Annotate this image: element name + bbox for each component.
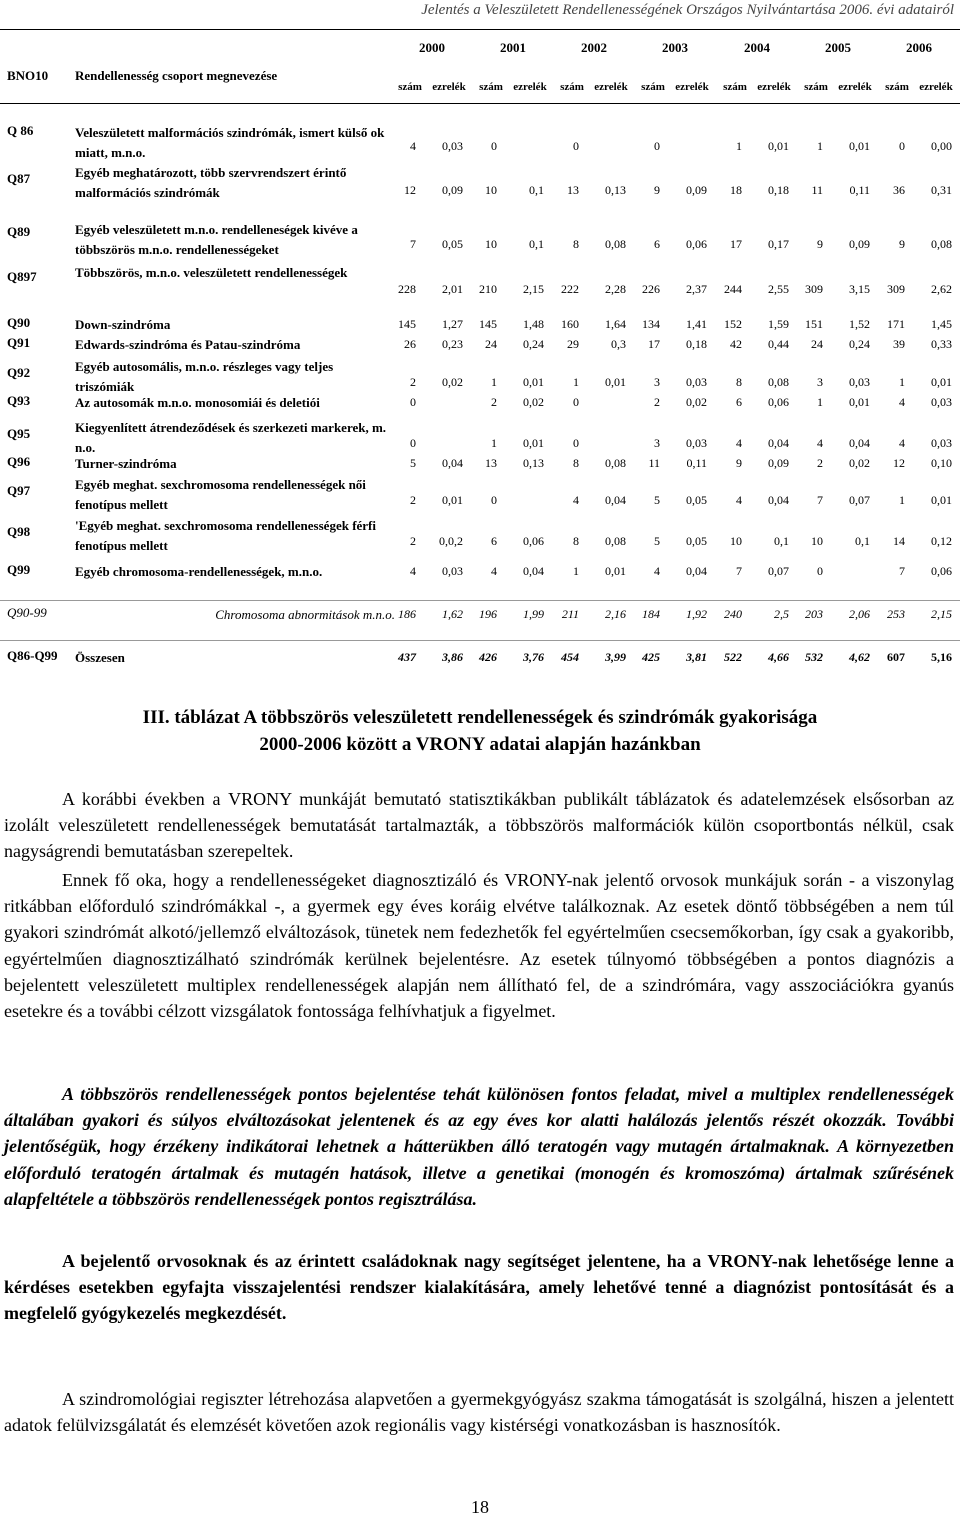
cell-count: 13 bbox=[485, 456, 497, 470]
cell-permille: 0,1 bbox=[774, 534, 789, 548]
cell-count: 2 bbox=[817, 456, 823, 470]
cell-permille: 0,03 bbox=[931, 395, 952, 409]
cell-count: 10 bbox=[811, 534, 823, 548]
cell-permille: 0,08 bbox=[605, 237, 626, 251]
row-name: Kiegyenlített átrendeződések és szerkezeti markerek, m. n.o. bbox=[75, 420, 387, 455]
cell-count: 42 bbox=[730, 337, 742, 351]
cell-count: 4 bbox=[410, 564, 416, 578]
cell-count: 4 bbox=[410, 139, 416, 153]
cell-permille: 0,07 bbox=[849, 493, 870, 507]
sub-header-ezrelek: ezrelék bbox=[838, 81, 872, 93]
row-code: Q89 bbox=[7, 224, 31, 239]
cell-permille: 3,15 bbox=[849, 282, 870, 296]
cell-permille: 3,99 bbox=[605, 650, 626, 664]
cell-count: 0 bbox=[654, 139, 660, 153]
sub-header-ezrelek: ezrelék bbox=[594, 81, 628, 93]
cell-count: 0 bbox=[899, 139, 905, 153]
cell-permille: 0,03 bbox=[686, 375, 707, 389]
cell-permille: 3,76 bbox=[523, 650, 544, 664]
row-name: Chromosoma abnormitások m.n.o. bbox=[215, 607, 395, 622]
cell-count: 17 bbox=[648, 337, 660, 351]
cell-permille: 2,06 bbox=[849, 607, 870, 621]
cell-permille: 1,59 bbox=[768, 317, 789, 331]
header-rule bbox=[0, 29, 960, 30]
sub-header-szam: szám bbox=[723, 81, 747, 93]
cell-permille: 0,11 bbox=[849, 183, 870, 197]
cell-permille: 0,18 bbox=[686, 337, 707, 351]
cell-count: 9 bbox=[899, 237, 905, 251]
cell-count: 0 bbox=[410, 436, 416, 450]
cell-count: 3 bbox=[654, 436, 660, 450]
row-code: Q96 bbox=[7, 454, 31, 469]
cell-permille: 1,52 bbox=[849, 317, 870, 331]
col-code-header: BNO10 bbox=[7, 68, 49, 83]
cell-count: 3 bbox=[654, 375, 660, 389]
sub-header-ezrelek: ezrelék bbox=[757, 81, 791, 93]
cell-permille: 2,37 bbox=[686, 282, 707, 296]
row-code: Q95 bbox=[7, 426, 31, 441]
row-name: Összesen bbox=[75, 650, 125, 665]
cell-permille: 0,01 bbox=[442, 493, 463, 507]
cell-count: 1 bbox=[573, 375, 579, 389]
cell-permille: 0,1 bbox=[529, 237, 544, 251]
row-name: Egyéb veleszületett m.n.o. rendelleneségek kivéve a többszörös m.n.o. rendellenességeket bbox=[75, 222, 358, 257]
cell-count: 9 bbox=[736, 456, 742, 470]
cell-permille: 0,02 bbox=[523, 395, 544, 409]
cell-count: 5 bbox=[410, 456, 416, 470]
cell-permille: 0,1 bbox=[529, 183, 544, 197]
cell-count: 145 bbox=[479, 317, 497, 331]
cell-permille: 0,06 bbox=[523, 534, 544, 548]
row-name: Egyéb autosomális, m.n.o. részleges vagy teljes triszómiák bbox=[75, 359, 334, 394]
cell-count: 454 bbox=[561, 650, 579, 664]
cell-count: 12 bbox=[404, 183, 416, 197]
cell-permille: 0,03 bbox=[931, 436, 952, 450]
cell-count: 0 bbox=[573, 395, 579, 409]
cell-count: 2 bbox=[410, 375, 416, 389]
year-header-2004: 2004 bbox=[744, 40, 770, 55]
cell-count: 17 bbox=[730, 237, 742, 251]
cell-count: 0 bbox=[817, 564, 823, 578]
sub-header-ezrelek: ezrelék bbox=[675, 81, 709, 93]
cell-count: 8 bbox=[573, 534, 579, 548]
sub-header-szam: szám bbox=[641, 81, 665, 93]
cell-count: 0 bbox=[573, 139, 579, 153]
cell-count: 10 bbox=[730, 534, 742, 548]
cell-count: 0 bbox=[491, 493, 497, 507]
cell-count: 2 bbox=[410, 534, 416, 548]
cell-count: 4 bbox=[491, 564, 497, 578]
cell-permille: 2,15 bbox=[523, 282, 544, 296]
row-code: Q99 bbox=[7, 562, 31, 577]
cell-permille: 0,01 bbox=[523, 436, 544, 450]
cell-permille: 0,31 bbox=[931, 183, 952, 197]
cell-count: 11 bbox=[811, 183, 823, 197]
cell-permille: 1,27 bbox=[442, 317, 463, 331]
cell-count: 5 bbox=[654, 534, 660, 548]
cell-permille: 0,00 bbox=[931, 139, 952, 153]
col-group-header: Rendellenesség csoport megnevezése bbox=[75, 68, 278, 83]
cell-permille: 0,03 bbox=[442, 564, 463, 578]
cell-count: 4 bbox=[817, 436, 823, 450]
cell-count: 425 bbox=[642, 650, 660, 664]
cell-count: 9 bbox=[654, 183, 660, 197]
cell-count: 1 bbox=[573, 564, 579, 578]
cell-count: 210 bbox=[479, 282, 497, 296]
cell-permille: 2,62 bbox=[931, 282, 952, 296]
row-code: Q92 bbox=[7, 365, 31, 380]
cell-count: 14 bbox=[893, 534, 905, 548]
sub-header-szam: szám bbox=[804, 81, 828, 93]
cell-count: 7 bbox=[410, 237, 416, 251]
cell-permille: 1,41 bbox=[686, 317, 707, 331]
cell-count: 244 bbox=[724, 282, 742, 296]
cell-count: 2 bbox=[410, 493, 416, 507]
row-name: Egyéb meghatározott, több szervrendszert érintő malformációs szindrómák bbox=[75, 165, 347, 200]
cell-count: 8 bbox=[736, 375, 742, 389]
cell-count: 8 bbox=[573, 237, 579, 251]
cell-permille: 0,02 bbox=[442, 375, 463, 389]
cell-count: 3 bbox=[817, 375, 823, 389]
sub-header-szam: szám bbox=[885, 81, 909, 93]
cell-permille: 3,81 bbox=[686, 650, 707, 664]
cell-count: 222 bbox=[561, 282, 579, 296]
cell-permille: 0,01 bbox=[605, 375, 626, 389]
cell-permille: 0,04 bbox=[768, 436, 789, 450]
cell-count: 5 bbox=[654, 493, 660, 507]
cell-permille: 0,02 bbox=[686, 395, 707, 409]
row-code: Q897 bbox=[7, 269, 37, 284]
cell-count: 426 bbox=[479, 650, 497, 664]
cell-permille: 0,08 bbox=[931, 237, 952, 251]
cell-permille: 1,48 bbox=[523, 317, 544, 331]
row-code: Q98 bbox=[7, 524, 31, 539]
cell-count: 1 bbox=[736, 139, 742, 153]
cell-permille: 0,01 bbox=[849, 395, 870, 409]
cell-count: 1 bbox=[899, 493, 905, 507]
cell-permille: 0,07 bbox=[768, 564, 789, 578]
sub-header-ezrelek: ezrelék bbox=[513, 81, 547, 93]
cell-permille: 0,17 bbox=[768, 237, 789, 251]
cell-permille: 0,10 bbox=[931, 456, 952, 470]
cell-permille: 0,04 bbox=[686, 564, 707, 578]
row-code: Q90-99 bbox=[7, 605, 47, 620]
cell-count: 2 bbox=[491, 395, 497, 409]
cell-count: 13 bbox=[567, 183, 579, 197]
cell-count: 10 bbox=[485, 237, 497, 251]
cell-permille: 0,04 bbox=[523, 564, 544, 578]
cell-count: 437 bbox=[398, 650, 416, 664]
row-name: Edwards-szindróma és Patau-szindróma bbox=[75, 337, 301, 352]
paragraph-1: A korábbi években a VRONY munkáját bemutató statisztikákban publikált táblázatok és adatelemzések elsősorban az izolált veleszületett rendellenességek bemutatását tartalmazták, a többszörös malformációk külön csoportbontás nélkül, csak nagyságrendi bemutatásban szerepeltek. bbox=[4, 789, 954, 862]
cell-count: 134 bbox=[642, 317, 660, 331]
cell-permille: 2,16 bbox=[605, 607, 626, 621]
sub-header-szam: szám bbox=[479, 81, 503, 93]
cell-permille: 0,01 bbox=[931, 493, 952, 507]
cell-count: 7 bbox=[736, 564, 742, 578]
cell-permille: 0,06 bbox=[686, 237, 707, 251]
cell-count: 309 bbox=[887, 282, 905, 296]
cell-count: 4 bbox=[736, 493, 742, 507]
row-code: Q 86 bbox=[7, 123, 34, 138]
cell-permille: 0,03 bbox=[686, 436, 707, 450]
cell-permille: 0,08 bbox=[605, 456, 626, 470]
cell-count: 4 bbox=[573, 493, 579, 507]
row-name: 'Egyéb meghat. sexchromosoma rendellenességek férfi fenotípus mellett bbox=[75, 518, 376, 553]
cell-permille: 0,04 bbox=[605, 493, 626, 507]
paragraph-2: Ennek fő oka, hogy a rendellenességeket diagnosztizáló és VRONY-nak jelentő orvosok munkájuk során - a viszonylag ritkábban előforduló szindrómákkal -, a gyermek egy éves koráig elvétve találkoznak. Az esetek döntő többségében a nem túl gyakori szindrómát alkotó/jellemző elváltozások, tünetek nem fedezhetők fel egyértelműen csecsemőkorban, így csak a gyakoribb, egyértelműen diagnosztizálható szindrómák kerülnek bejelentésre. Az esetek túlnyomó többségében a pontos diagnózis a bejelentett veleszületett multiplex rendellenességek alapján nem állítható fel, de a szindrómára, vagy asszociációkra gyanús esetekre és a további célzott vizsgálatok fontossága felhívhatjuk a figyelmet. bbox=[4, 870, 954, 1022]
cell-count: 203 bbox=[805, 607, 823, 621]
cell-count: 253 bbox=[887, 607, 905, 621]
cell-count: 26 bbox=[404, 337, 416, 351]
cell-permille: 0,13 bbox=[523, 456, 544, 470]
cell-permille: 1,99 bbox=[523, 607, 544, 621]
cell-count: 6 bbox=[654, 237, 660, 251]
cell-permille: 0,01 bbox=[605, 564, 626, 578]
running-header: Jelentés a Veleszületett Rendellenességének Országos Nyilvántartása 2006. évi adatairól bbox=[421, 2, 954, 18]
page-number: 18 bbox=[471, 1497, 489, 1517]
cell-count: 7 bbox=[817, 493, 823, 507]
cell-permille: 0,04 bbox=[849, 436, 870, 450]
cell-count: 4 bbox=[899, 395, 905, 409]
cell-permille: 0,05 bbox=[442, 237, 463, 251]
cell-permille: 2,28 bbox=[605, 282, 626, 296]
cell-permille: 0,11 bbox=[686, 456, 707, 470]
cell-count: 4 bbox=[736, 436, 742, 450]
row-code: Q91 bbox=[7, 335, 31, 350]
row-code: Q97 bbox=[7, 483, 31, 498]
cell-count: 532 bbox=[805, 650, 823, 664]
cell-count: 522 bbox=[724, 650, 742, 664]
year-header-2001: 2001 bbox=[500, 40, 526, 55]
cell-count: 184 bbox=[642, 607, 660, 621]
cell-count: 1 bbox=[817, 395, 823, 409]
cell-count: 4 bbox=[899, 436, 905, 450]
cell-count: 24 bbox=[811, 337, 823, 351]
row-code: Q86-Q99 bbox=[7, 648, 58, 663]
cell-count: 0 bbox=[410, 395, 416, 409]
year-header-2003: 2003 bbox=[662, 40, 688, 55]
cell-permille: 0,33 bbox=[931, 337, 952, 351]
cell-permille: 0,09 bbox=[442, 183, 463, 197]
table-caption-line2: 2000-2006 között a VRONY adatai alapján hazánkban bbox=[259, 734, 701, 755]
cell-permille: 0,18 bbox=[768, 183, 789, 197]
cell-count: 2 bbox=[654, 395, 660, 409]
row-name: Egyéb chromosoma-rendellenességek, m.n.o. bbox=[75, 564, 323, 579]
cell-count: 607 bbox=[887, 650, 905, 664]
cell-count: 6 bbox=[491, 534, 497, 548]
cell-permille: 2,5 bbox=[774, 607, 789, 621]
sub-header-ezrelek: ezrelék bbox=[919, 81, 953, 93]
cell-count: 18 bbox=[730, 183, 742, 197]
cell-permille: 0,08 bbox=[605, 534, 626, 548]
cell-permille: 0,09 bbox=[849, 237, 870, 251]
cell-count: 8 bbox=[573, 456, 579, 470]
cell-permille: 4,62 bbox=[849, 650, 870, 664]
cell-permille: 2,15 bbox=[931, 607, 952, 621]
cell-permille: 0,02 bbox=[849, 456, 870, 470]
row-name: Egyéb meghat. sexchromosoma rendellenességek női fenotípus mellett bbox=[75, 477, 366, 512]
cell-count: 0 bbox=[491, 139, 497, 153]
row-name: Down-szindróma bbox=[75, 317, 171, 332]
cell-count: 240 bbox=[724, 607, 742, 621]
cell-count: 1 bbox=[899, 375, 905, 389]
cell-permille: 0,24 bbox=[849, 337, 870, 351]
cell-permille: 1,92 bbox=[686, 607, 707, 621]
cell-count: 36 bbox=[893, 183, 905, 197]
cell-permille: 0,01 bbox=[768, 139, 789, 153]
cell-count: 228 bbox=[398, 282, 416, 296]
cell-permille: 0,3 bbox=[611, 337, 626, 351]
cell-count: 196 bbox=[479, 607, 497, 621]
cell-permille: 0,01 bbox=[931, 375, 952, 389]
cell-count: 1 bbox=[491, 436, 497, 450]
cell-count: 160 bbox=[561, 317, 579, 331]
cell-permille: 2,01 bbox=[442, 282, 463, 296]
row-code: Q93 bbox=[7, 393, 31, 408]
cell-permille: 3,86 bbox=[442, 650, 463, 664]
cell-count: 226 bbox=[642, 282, 660, 296]
row-code: Q90 bbox=[7, 315, 31, 330]
cell-permille: 0,03 bbox=[849, 375, 870, 389]
paragraph-5: A szindromológiai regiszter létrehozása alapvetően a gyermekgyógyász szakma támogatását is szolgálná, hiszen a jelentett adatok felülvizsgálatát és elemzését követően azok regionális vagy kistérségi vonatkozásban is hasznosítók. bbox=[4, 1389, 954, 1436]
cell-permille: 0,12 bbox=[931, 534, 952, 548]
paragraph-3: A többszörös rendellenességek pontos bejelentése tehát különösen fontos feladat, mivel a multiplex rendellenességek általában gyakori és súlyos elváltozásokat jelentenek és az egy éves kor alatti halálozás jelentős részét okozzák. További jelentőségük, hogy érzékeny indikátorai lehetnek a hátterükben álló teratogén vagy mutagén ártalmaknak. A környezetben előforduló teratogén ártalmak és mutagén hatások, illetve a genetikai (monogén és kromoszóma) ártalmak szűrésének alapfeltétele a többszörös rendellenességek pontos regisztrálása. bbox=[4, 1084, 954, 1209]
cell-permille: 0,23 bbox=[442, 337, 463, 351]
cell-count: 7 bbox=[899, 564, 905, 578]
sub-header-ezrelek: ezrelék bbox=[432, 81, 466, 93]
cell-permille: 0,06 bbox=[768, 395, 789, 409]
cell-permille: 0,24 bbox=[523, 337, 544, 351]
cell-count: 1 bbox=[817, 139, 823, 153]
cell-permille: 0,13 bbox=[605, 183, 626, 197]
cell-count: 11 bbox=[648, 456, 660, 470]
cell-permille: 0,03 bbox=[442, 139, 463, 153]
paragraph-4: A bejelentő orvosoknak és az érintett családoknak nagy segítséget jelentene, ha a VRONY-nak lehetősége lenne a kérdéses esetekben egyfajta visszajelentési rendszer kialakítására, amely lehetővé tenné a diagnózist pontosítását és a megfelelő gyógykezelés megkezdését. bbox=[4, 1251, 954, 1324]
cell-count: 151 bbox=[805, 317, 823, 331]
cell-count: 9 bbox=[817, 237, 823, 251]
year-header-2002: 2002 bbox=[581, 40, 607, 55]
cell-permille: 0,1 bbox=[855, 534, 870, 548]
row-name: Az autosomák m.n.o. monosomiái és deletiói bbox=[75, 395, 320, 410]
cell-count: 29 bbox=[567, 337, 579, 351]
cell-permille: 2,55 bbox=[768, 282, 789, 296]
cell-permille: 0,01 bbox=[849, 139, 870, 153]
cell-permille: 0,01 bbox=[523, 375, 544, 389]
cell-permille: 0,04 bbox=[442, 456, 463, 470]
cell-count: 171 bbox=[887, 317, 905, 331]
cell-permille: 0,04 bbox=[768, 493, 789, 507]
cell-permille: 0,05 bbox=[686, 534, 707, 548]
row-name: Veleszületett malformációs szindrómák, ismert külső ok miatt, m.n.o. bbox=[75, 125, 385, 160]
cell-count: 6 bbox=[736, 395, 742, 409]
cell-permille: 0,08 bbox=[768, 375, 789, 389]
table-header-rule bbox=[0, 103, 960, 104]
cell-count: 4 bbox=[654, 564, 660, 578]
table-caption-line1: III. táblázat A többszörös veleszületett rendellenességek és szindrómák gyakorisága bbox=[142, 707, 818, 728]
cell-count: 12 bbox=[893, 456, 905, 470]
summary-rule-top bbox=[0, 600, 960, 601]
cell-count: 309 bbox=[805, 282, 823, 296]
cell-count: 39 bbox=[893, 337, 905, 351]
year-header-2006: 2006 bbox=[906, 40, 932, 55]
cell-count: 24 bbox=[485, 337, 497, 351]
cell-permille: 0,0,2 bbox=[439, 534, 463, 548]
cell-count: 0 bbox=[573, 436, 579, 450]
cell-permille: 0,09 bbox=[768, 456, 789, 470]
year-header-2000: 2000 bbox=[419, 40, 445, 55]
cell-count: 1 bbox=[491, 375, 497, 389]
cell-permille: 0,05 bbox=[686, 493, 707, 507]
sub-header-szam: szám bbox=[560, 81, 584, 93]
summary-rule-bottom bbox=[0, 640, 960, 641]
cell-permille: 1,64 bbox=[605, 317, 626, 331]
cell-count: 186 bbox=[398, 607, 416, 621]
cell-permille: 5,16 bbox=[931, 650, 952, 664]
cell-count: 145 bbox=[398, 317, 416, 331]
row-name: Turner-szindróma bbox=[75, 456, 177, 471]
cell-permille: 0,44 bbox=[768, 337, 789, 351]
row-name: Többszörös, m.n.o. veleszületett rendellenességek bbox=[75, 265, 348, 280]
cell-count: 10 bbox=[485, 183, 497, 197]
row-code: Q87 bbox=[7, 171, 31, 186]
year-header-2005: 2005 bbox=[825, 40, 851, 55]
sub-header-szam: szám bbox=[398, 81, 422, 93]
cell-permille: 4,66 bbox=[768, 650, 789, 664]
cell-permille: 0,09 bbox=[686, 183, 707, 197]
cell-count: 152 bbox=[724, 317, 742, 331]
cell-permille: 1,45 bbox=[931, 317, 952, 331]
cell-permille: 1,62 bbox=[442, 607, 463, 621]
cell-count: 211 bbox=[561, 607, 579, 621]
cell-permille: 0,06 bbox=[931, 564, 952, 578]
